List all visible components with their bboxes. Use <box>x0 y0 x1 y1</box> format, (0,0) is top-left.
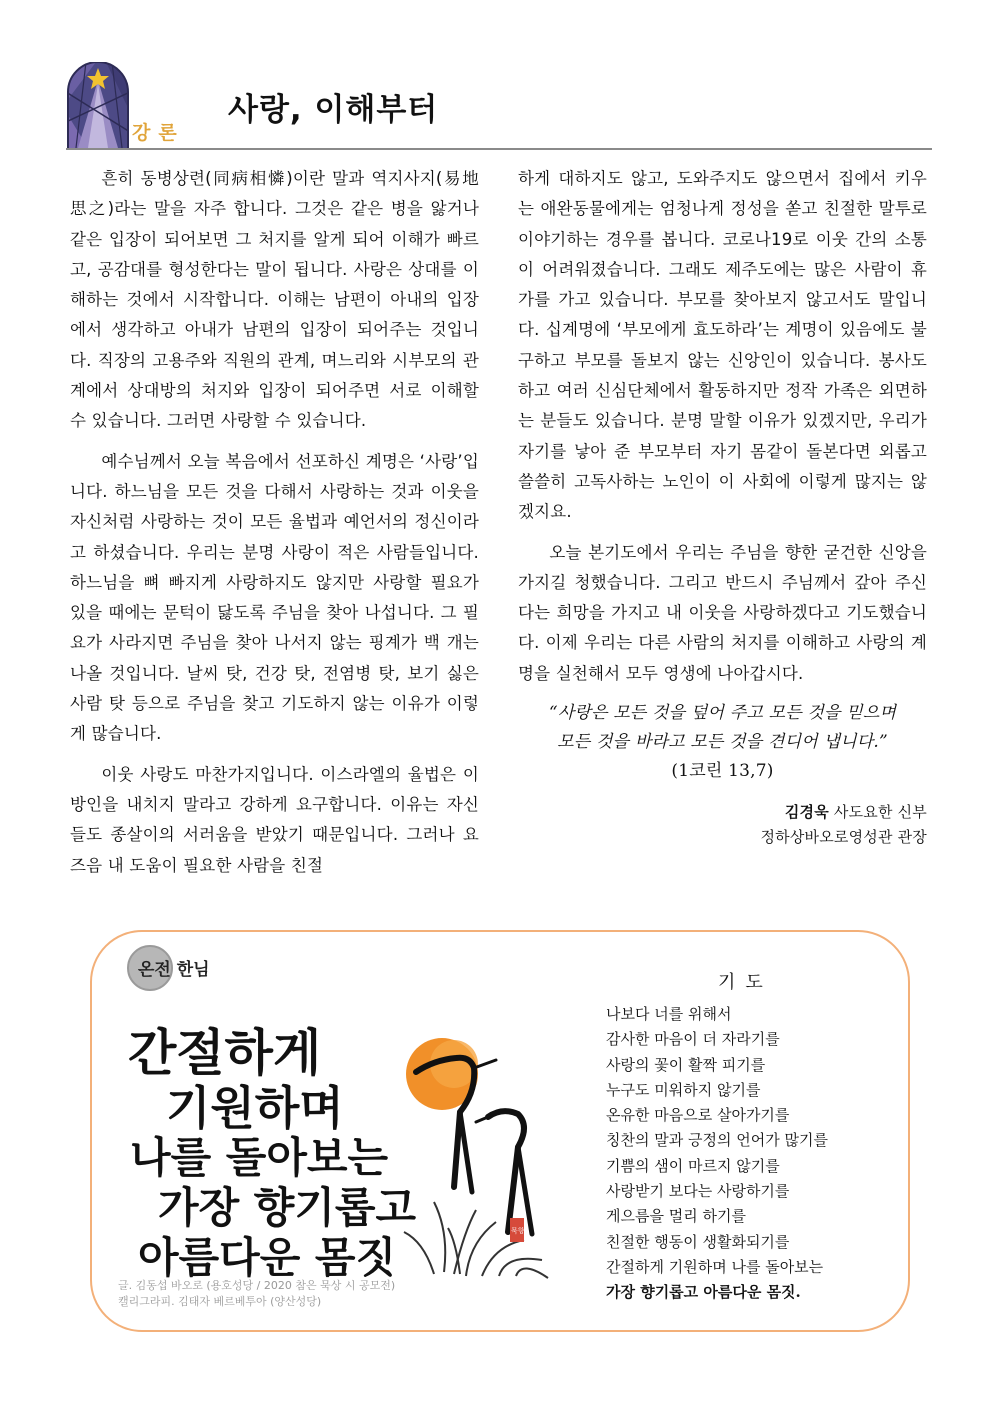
prayer-line: 칭찬의 말과 긍정의 언어가 많기를 <box>606 1131 828 1150</box>
quote-line: 모든 것을 바라고 모든 것을 견디어 냅니다.” <box>557 732 888 753</box>
scripture-quote <box>518 699 927 786</box>
calligraphy-line: 간절하게 <box>128 1023 322 1082</box>
quote-line: “사랑은 모든 것을 덮어 주고 모든 것을 믿으며 <box>548 703 897 724</box>
homily-paragraph: 예수님께서 오늘 복음에서 선포하신 계명은 ‘사랑’입니다. 하느님을 모든 것을 다해서 사랑하는 것과 이웃을 자신처럼 사랑하는 것이 모든 율법과 예언서의 정신이라고 하셨습니다. 우리는 분명 사랑이 적은 사람들입니다. 하느님을 뼈 빠지게 사랑하지도 않지만 사랑할 필요가 있을 때에는 문턱이 닳도록 주님을 찾아 나섭니다. 그 필요가 사라지면 주님을 찾아 나서지 않는 핑계가 백 개는 나올 것입니다. 날씨 탓, 건강 탓, 전염병 탓, 보기 싫은 사람 탓 등으로 주님을 찾고 기도하지 않는 이유가 이렇게 많습니다. <box>70 451 479 744</box>
author-name: 김경욱 <box>784 803 829 822</box>
calligraphy-line: 가장 향기롭고 <box>158 1183 417 1232</box>
prayer-line: 나보다 너를 위해서 <box>606 1005 732 1023</box>
prayer-line: 사랑받기 보다는 사랑하기를 <box>606 1182 790 1201</box>
calligraphy-artwork <box>104 942 556 1302</box>
seal-text: 묵향 <box>511 1227 525 1235</box>
quote-reference: (1코린 13,7) <box>671 761 774 782</box>
homily-paragraph: 흔히 동병상련(同病相憐)이란 말과 역지사지(易地思之)라는 말을 자주 합니다. 그것은 같은 병을 앓거나 같은 입장이 되어보면 그 처지를 알게 되어 이해가 빠르고, 공감대를 형성한다는 말이 됩니다. 사랑은 상대를 이해하는 것에서 시작합니다. 이해는 남편이 아내의 입장에서 생각하고 아내가 남편의 입장이 되어주는 것입니다. 직장의 고용주와 직원의 관계, 며느리와 시부모의 관계에서 상대방의 처지와 입장이 되어주면 서로 이해할 수 있습니다. 그러면 사랑할 수 있습니다. <box>70 169 479 431</box>
prayer-line: 친절한 행동이 생활화되기를 <box>606 1232 790 1251</box>
prayer-line: 온유한 마음으로 살아가기를 <box>606 1106 790 1125</box>
prayer-line: 가장 향기롭고 아름다운 몸짓. <box>606 1283 801 1302</box>
prayer-line: 사랑의 꽃이 활짝 피기를 <box>606 1055 766 1074</box>
calligraphy-line: 아름다운 몸짓 <box>138 1233 397 1282</box>
prayer-text <box>606 1002 828 1306</box>
author-title: 사도요한 신부 <box>833 803 927 822</box>
homily-paragraph: 하게 대하지도 않고, 도와주지도 않으면서 집에서 키우는 애완동물에게는 엄청나게 정성을 쏟고 친절한 말투로 이야기하는 경우를 봅니다. 코로나19로 이웃 간의 소통이 어려워졌습니다. 그래도 제주도에는 많은 사람이 휴가를 가고 있습니다. 부모를 찾아보지 않고서도 말입니다. 십계명에 ‘부모에게 효도하라’는 계명이 있음에도 불구하고 부모를 돌보지 않는 신앙인이 있습니다. 봉사도 하고 여러 신심단체에서 활동하지만 정작 가족은 외면하는 분들도 있습니다. 분명 말할 이유가 있겠지만, 우리가 자기를 낳아 준 부모부터 자기 몸같이 돌본다면 외롭고 쓸쓸히 고독사하는 노인이 이 사회에 이렇게 많지는 않겠지요. <box>518 169 927 522</box>
section-label: 강론 <box>132 122 185 144</box>
homily-paragraph: 이웃 사랑도 마찬가지입니다. 이스라엘의 율법은 이방인을 내치지 말라고 강하게 요구합니다. 이유는 자신들도 종살이의 서러움을 받았기 때문입니다. 그러나 요즈음 내 도움이 필요한 사람을 친절 <box>70 764 479 875</box>
credit-line: 캘리그라피. 김태자 베르베투아 (양산성당) <box>118 1295 322 1308</box>
homily-paragraph: 오늘 본기도에서 우리는 주님을 향한 굳건한 신앙을 가지길 청했습니다. 그리고 반드시 주님께서 갚아 주신다는 희망을 가지고 내 이웃을 사랑하겠다고 기도했습니다. 이제 우리는 다른 사람의 처지를 이해하고 사랑의 계명을 실천해서 모두 영생에 나아갑시다. <box>518 542 927 683</box>
page-title: 사랑, 이해부터 <box>228 92 439 128</box>
prayer-title: 기도 <box>718 972 773 993</box>
artwork-credits <box>118 1278 395 1310</box>
homily-right-column <box>518 164 927 850</box>
calligraphy-line: 기원하며 <box>166 1081 344 1135</box>
header-divider <box>66 148 932 150</box>
prayer-line: 감사한 마음이 더 자라기를 <box>606 1030 780 1049</box>
credit-line: 글. 김동섭 바오로 (용호성당 / 2020 참은 묵상 시 공모전) <box>118 1279 396 1292</box>
prayer-line: 기쁨의 샘이 마르지 않기를 <box>606 1156 780 1175</box>
homily-left-column <box>70 164 479 891</box>
stained-glass-logo <box>66 62 130 148</box>
prayer-line: 게으름을 멀리 하기를 <box>606 1207 746 1226</box>
author-signature <box>518 800 927 850</box>
calligraphy-line: 나를 돌아보는 <box>130 1133 389 1182</box>
prayer-line: 누구도 미워하지 않기를 <box>606 1080 761 1099</box>
prayer-line: 간절하게 기원하며 나를 돌아보는 <box>606 1257 824 1276</box>
badge-text: 온전 한님 <box>138 960 210 980</box>
author-position: 정하상바오로영성관 관장 <box>760 828 927 847</box>
